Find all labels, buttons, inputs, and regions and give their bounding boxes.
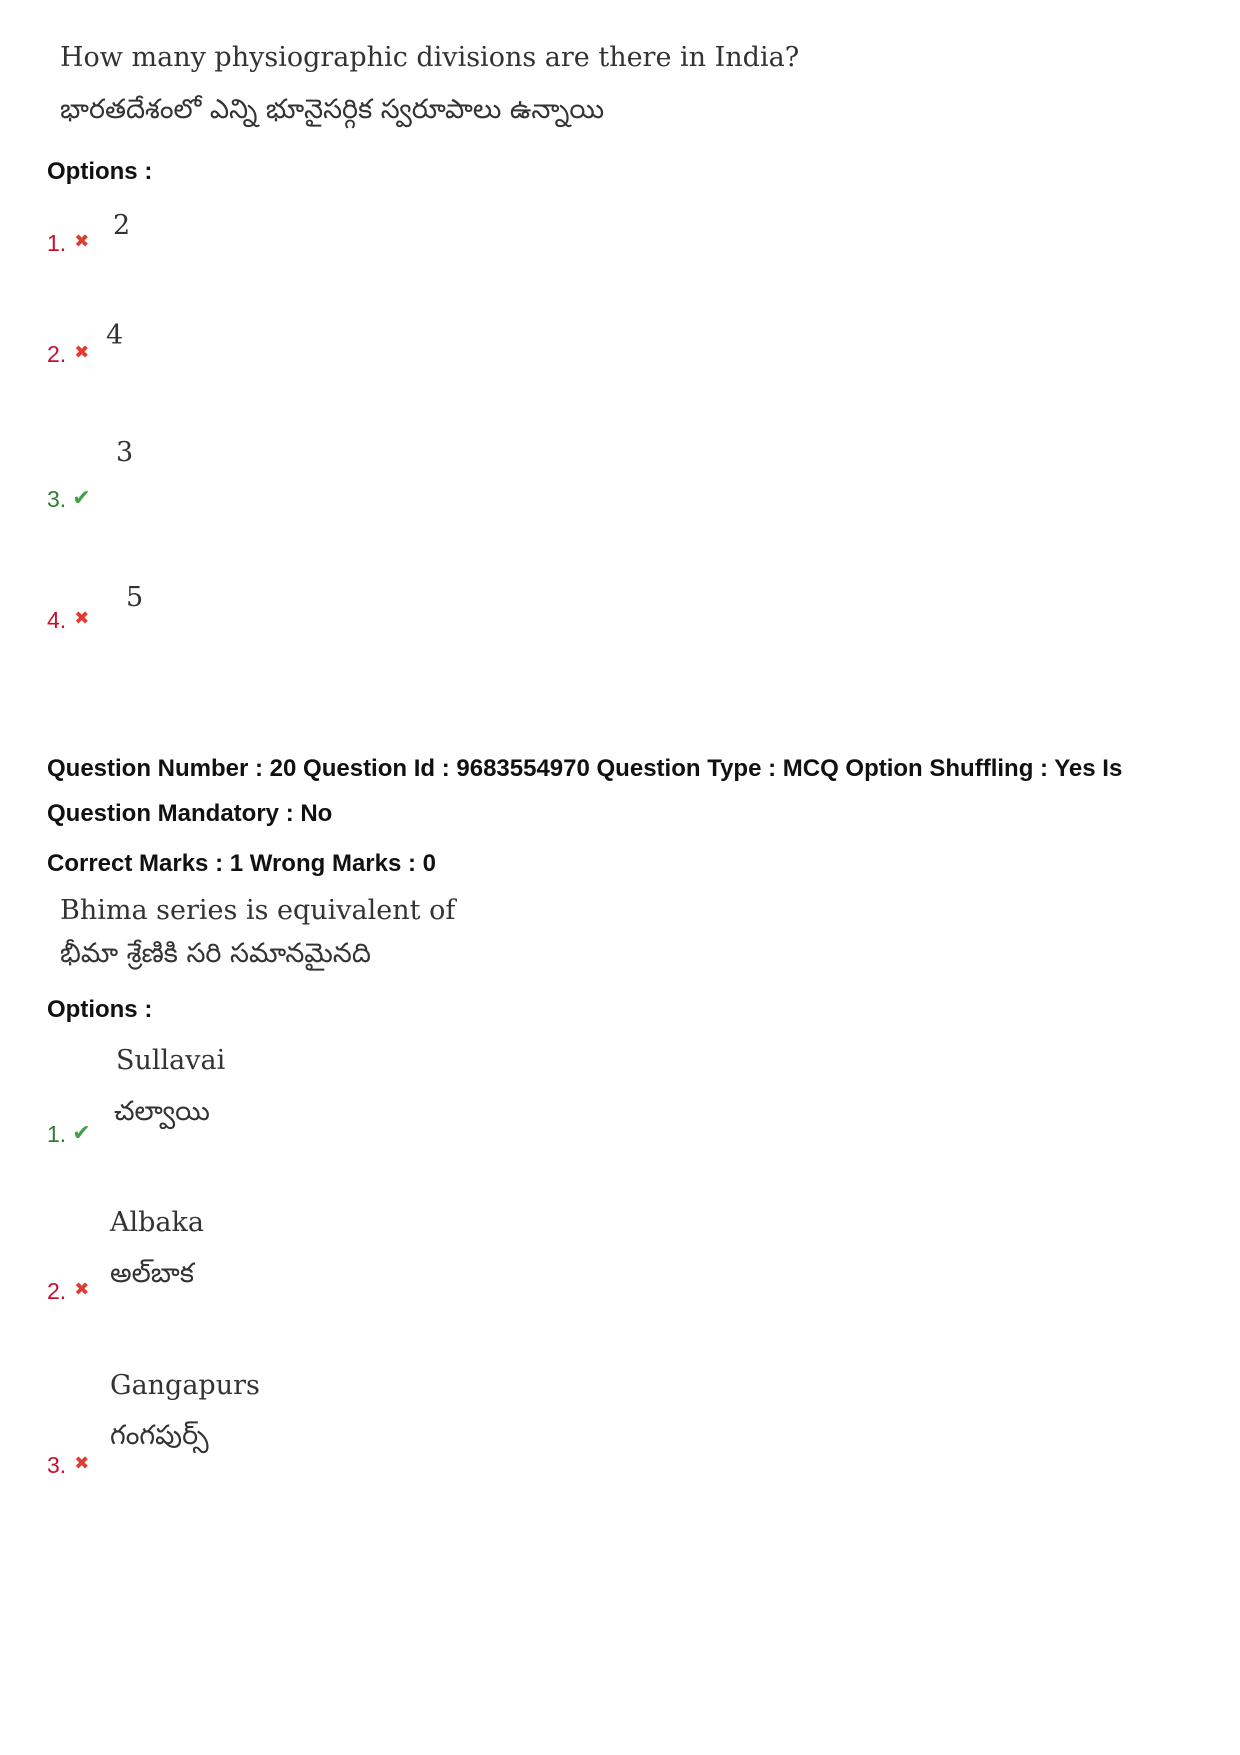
question-text-en: How many physiographic divisions are there in India? xyxy=(60,42,800,73)
option-value: 3 xyxy=(116,437,134,468)
cross-mark-icon: ✖ xyxy=(74,231,90,251)
option-value: 2 xyxy=(113,210,131,241)
options-label: Options : xyxy=(47,996,153,1023)
option-value-en: Sullavai xyxy=(116,1045,226,1076)
option-value: 4 xyxy=(106,320,124,351)
check-mark-icon: ✔ xyxy=(72,1120,91,1145)
question-mandatory: Question Mandatory : No xyxy=(47,800,333,827)
question-text-te: భారతదేశంలో ఎన్ని భూనైసర్గిక స్వరూపాలు ఉన్నాయి xyxy=(60,94,605,125)
option-value-te: అల్‌బాక xyxy=(110,1258,194,1289)
option-number: 1. ✔ xyxy=(47,1120,91,1147)
question-meta: Question Number : 20 Question Id : 9683554970 Question Type : MCQ Option Shuffling : Yes Is xyxy=(47,755,1123,782)
option-value-te: గంగపుర్స్ xyxy=(110,1420,209,1451)
option-number: 4. ✖ xyxy=(47,607,90,633)
option-value-en: Albaka xyxy=(110,1207,204,1238)
question-marks: Correct Marks : 1 Wrong Marks : 0 xyxy=(47,850,437,877)
check-mark-icon: ✔ xyxy=(72,485,91,510)
cross-mark-icon: ✖ xyxy=(74,342,90,362)
options-label: Options : xyxy=(47,158,153,185)
question-text-te: భీమా శ్రేణికి సరి సమానమైనది xyxy=(60,938,371,969)
option-value: 5 xyxy=(126,582,144,613)
option-number: 3. ✖ xyxy=(47,1452,90,1478)
option-value-te: చల్వాయి xyxy=(114,1096,210,1127)
option-value-en: Gangapurs xyxy=(110,1370,260,1401)
option-number: 1. ✖ xyxy=(47,230,90,256)
option-number: 2. ✖ xyxy=(47,341,90,367)
question-text-en: Bhima series is equivalent of xyxy=(60,895,456,926)
option-number: 3. ✔ xyxy=(47,485,91,512)
option-number: 2. ✖ xyxy=(47,1278,90,1304)
cross-mark-icon: ✖ xyxy=(74,1453,90,1473)
cross-mark-icon: ✖ xyxy=(74,1279,90,1299)
cross-mark-icon: ✖ xyxy=(74,608,90,628)
